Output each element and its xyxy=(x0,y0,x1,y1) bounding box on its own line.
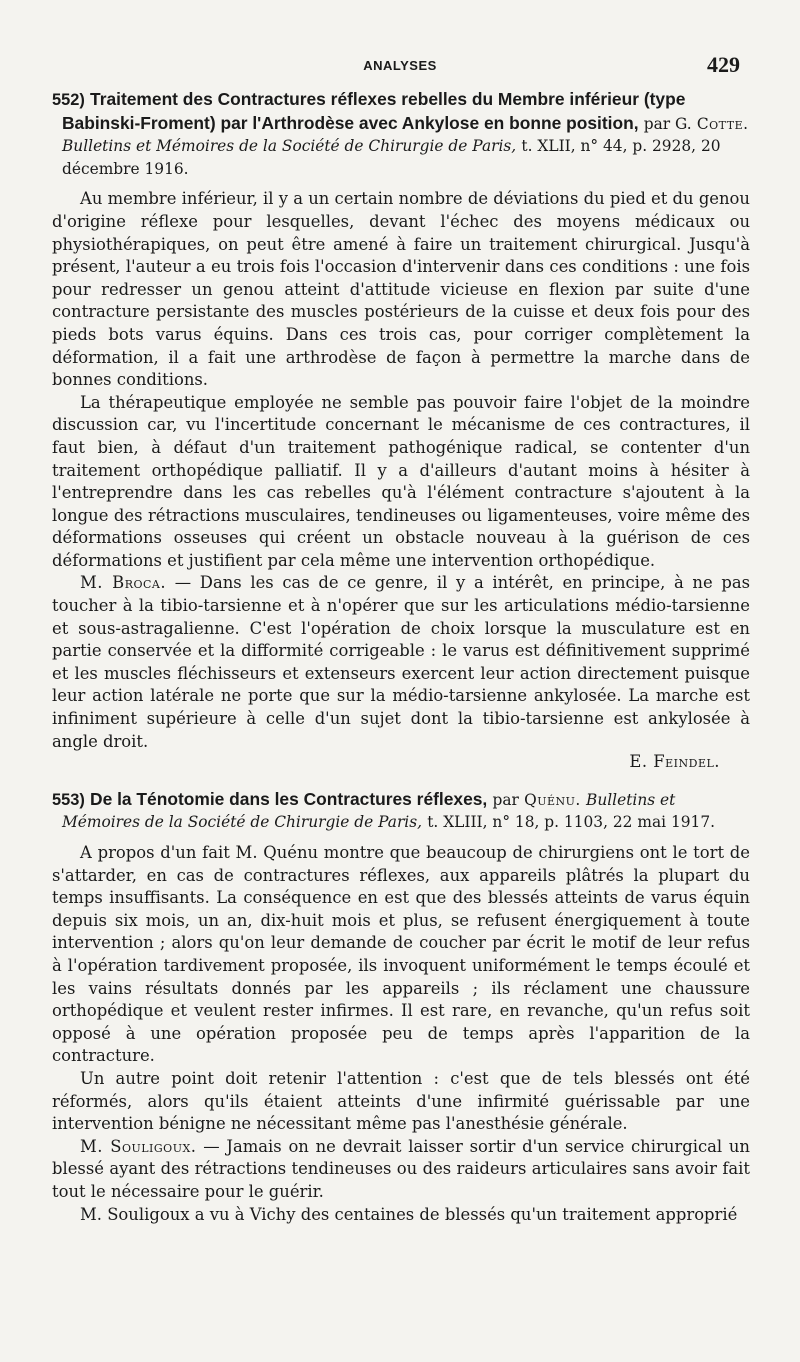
article-number: 553) xyxy=(52,790,85,809)
signature: E. Feindel. xyxy=(629,752,720,772)
running-head: ANALYSES xyxy=(363,58,437,73)
article-title: Traitement des Contractures réflexes rebelles du Membre inférieur (type Babinski-Froment) par l'Arthrodèse avec Ankylose en bonne position, xyxy=(62,89,686,133)
paragraph: La thérapeutique employée ne semble pas pouvoir faire l'objet de la moindre discussion car, vu l'incertitude concernant le mécanisme de ces contractures, il faut bien, à défaut d'un traitement pathogénique radical, se contenter d'un traitement orthopédique palliatif. Il y a d'ailleurs d'autant moins à hésiter à l'entreprendre dans les cas rebelles qu'à l'élément contracture s'ajoutent à la longue des rétractions musculaires, tendineuses ou ligamenteuses, voire même des déformations osseuses qui créent un obstacle nouveau à la guérison de ces déformations et justifient par cela même une intervention orthopédique. xyxy=(52,392,750,570)
discussion-paragraph: M. Broca. — Dans les cas de ce genre, il y a intérêt, en principe, à ne pas toucher à la tibio-tarsienne et à n'opérer que sur les articulations médio-tarsienne et sous-astragalienne. C'est l'opération de choix lorsque la musculature est en partie conservée et la difformité corrigeable : le varus est définitivement supprimé et les muscles fléchisseurs et extenseurs exercent leur action directement puisque leur action latérale ne porte que sur la médio-tarsienne ankylosée. La marche est infiniment supérieure à celle d'un sujet dont la tibio-tarsienne est ankylosée à angle droit. xyxy=(52,573,750,751)
discussion-paragraph: M. Souligoux. — Jamais on ne devrait laisser sortir d'un service chirurgical un blessé ayant des rétractions tendineuses ou des raideurs articulaires sans avoir fait tout le nécessaire pour le guérir. xyxy=(52,1136,750,1201)
speaker-name: M. Broca. xyxy=(80,573,167,593)
article-title: De la Ténotomie dans les Contractures réflexes, xyxy=(90,788,488,809)
paragraph: Au membre inférieur, il y a un certain nombre de déviations du pied et du genou d'origine réflexe pour lesquelles, devant l'échec des moyens médicaux ou physiothérapiques, on peut être amené à faire un traitement chirurgical. Jusqu'à présent, l'auteur a eu trois fois l'occasion d'intervenir dans ces conditions : une fois pour redresser un genou atteint d'attitude vicieuse en flexion par suite d'une contracture persistante des muscles postérieurs de la cuisse et deux fois pour des pieds bots varus équins. Dans ces trois cas, pour corriger complètement la déformation, il a fait une arthrodèse de façon à permettre la marche dans de bonnes conditions. xyxy=(52,189,750,390)
article-number: 552) xyxy=(52,91,85,109)
article-heading: 552) Traitement des Contractures réflexes rebelles du Membre inférieur (type Babinski-Froment) par l'Arthrodèse avec Ankylose en bonne position, par G. Cotte. Bulletins et Mémoires de la Société de Chirurgie de Paris, t. XLII, n° 44, p. 2928, 20 décembre 1916. xyxy=(52,89,749,178)
paragraph: A propos d'un fait M. Quénu montre que beaucoup de chirurgiens ont le tort de s'attarder, en cas de contractures réflexes, aux appareils plâtrés la plupart du temps insuffisants. La conséquence en est que des blessés atteints de varus équin depuis six mois, un an, dix-huit mois et plus, se refusent énergiquement à toute intervention ; alors qu'on leur demande de coucher par écrit le motif de leur refus à l'opération tardivement proposée, ils invoquent uniformément le temps écoulé et les vains résultats donnés par les appareils ; ils réclament une chaussure orthopédique et veulent rester infirmes. Il est rare, en revanche, qu'un refus soit opposé à une opération proposée peu de temps après l'apparition de la contracture. xyxy=(52,843,750,1066)
article-reference: t. XLIII, n° 18, p. 1103, 22 mai 1917. xyxy=(427,813,715,832)
body-text xyxy=(52,88,750,1240)
article-author: Cotte. xyxy=(696,114,749,133)
article-source: Bulletins et Mémoires de la Société de Chirurgie de Paris, xyxy=(62,137,517,156)
paragraph: Un autre point doit retenir l'attention : c'est que de tels blessés ont été réformés, alors qu'ils étaient atteints d'une infirmité guérissable par une intervention bénigne ne nécessitant même pas l'anesthésie générale. xyxy=(52,1068,750,1134)
article-552 xyxy=(52,88,750,774)
article-source: Bulletins et Mémoires de la Société de Chirurgie de Paris, xyxy=(62,790,676,832)
article-author: Quénu. xyxy=(524,790,581,809)
article-heading: 553) De la Ténotomie dans les Contractures réflexes, par Quénu. Bulletins et Mémoires de la Société de Chirurgie de Paris, t. XLIII, n° 18, p. 1103, 22 mai 1917. xyxy=(52,788,715,832)
page-number: 429 xyxy=(707,52,740,77)
paragraph: M. Souligoux a vu à Vichy des centaines de blessés qu'un traitement approprié xyxy=(80,1204,738,1224)
page-header xyxy=(50,52,750,82)
article-reference: t. XLII, n° 44, p. 2928, 20 décembre 1916. xyxy=(62,137,721,178)
article-553 xyxy=(52,788,750,1226)
speaker-name: M. Souligoux. xyxy=(80,1136,197,1156)
